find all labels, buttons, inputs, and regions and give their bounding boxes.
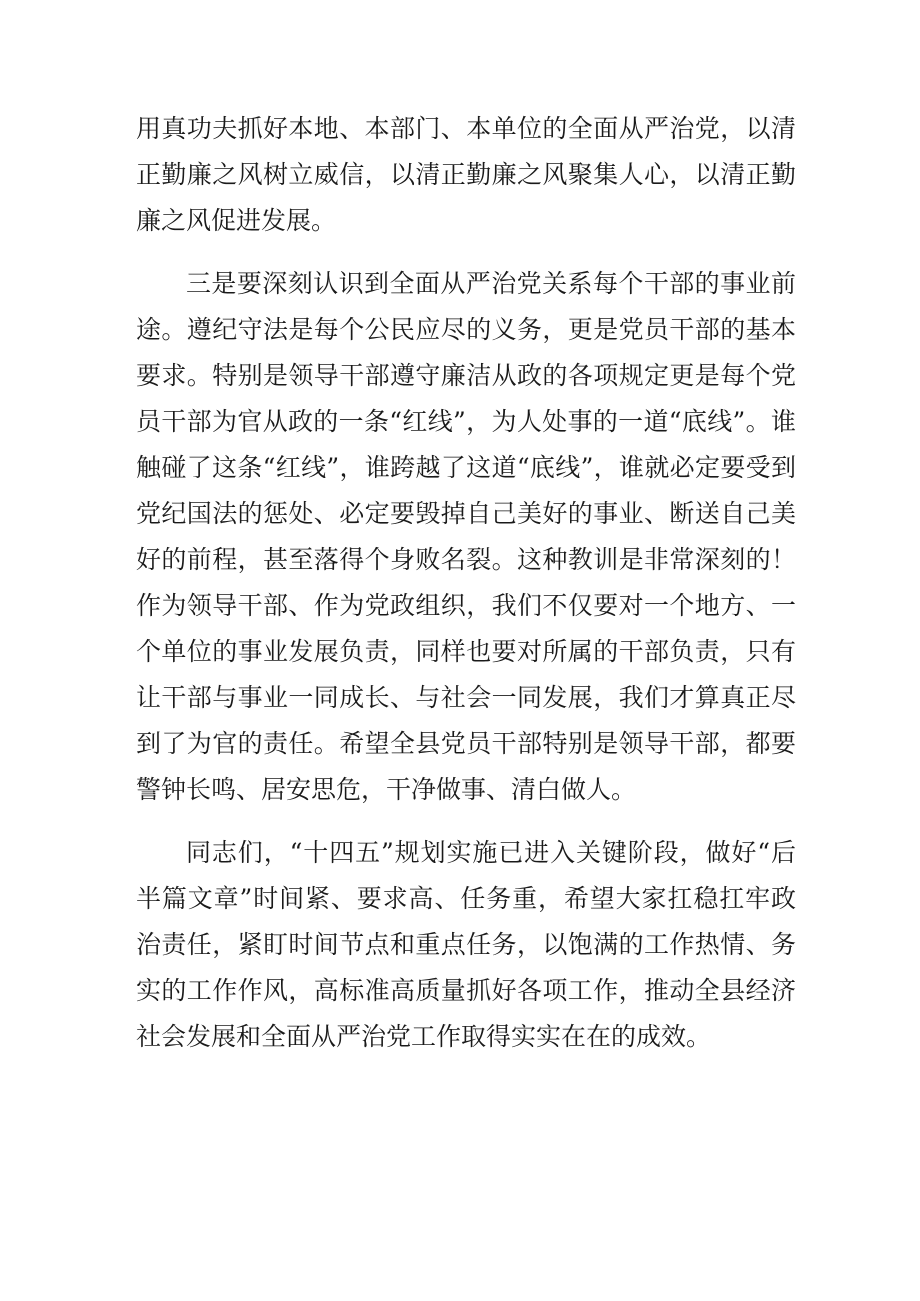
- paragraph-closing: 同志们，“十四五”规划实施已进入关键阶段，做好“后半篇文章”时间紧、要求高、任务重，希望大家扛稳扛牢政治责任，紧盯时间节点和重点任务，以饱满的工作热情、务实的工作作风，高标准高质量抓好各项工作，推动全县经济社会发展和全面从严治党工作取得实实在在的成效。: [136, 838, 796, 1051]
- document-body: [136, 106, 796, 1077]
- paragraph-continuation: 用真功夫抓好本地、本部门、本单位的全面从严治党，以清正勤廉之风树立威信，以清正勤廉之风聚集人心，以清正勤廉之风促进发展。: [136, 114, 796, 235]
- paragraph-point-three: 三是要深刻认识到全面从严治党关系每个干部的事业前途。遵纪守法是每个公民应尽的义务，更是党员干部的基本要求。特别是领导干部遵守廉洁从政的各项规定更是每个党员干部为官从政的一条“红线”，为人处事的一道“底线”。谁触碰了这条“红线”，谁跨越了这道“底线”，谁就必定要受到党纪国法的惩处、必定要毁掉自己美好的事业、断送自己美好的前程，甚至落得个身败名裂。这种教训是非常深刻的！作为领导干部、作为党政组织，我们不仅要对一个地方、一个单位的事业发展负责，同样也要对所属的干部负责，只有让干部与事业一同成长、与社会一同发展，我们才算真正尽到了为官的责任。希望全县党员干部特别是领导干部，都要警钟长鸣、居安思危，干净做事、清白做人。: [136, 269, 796, 804]
